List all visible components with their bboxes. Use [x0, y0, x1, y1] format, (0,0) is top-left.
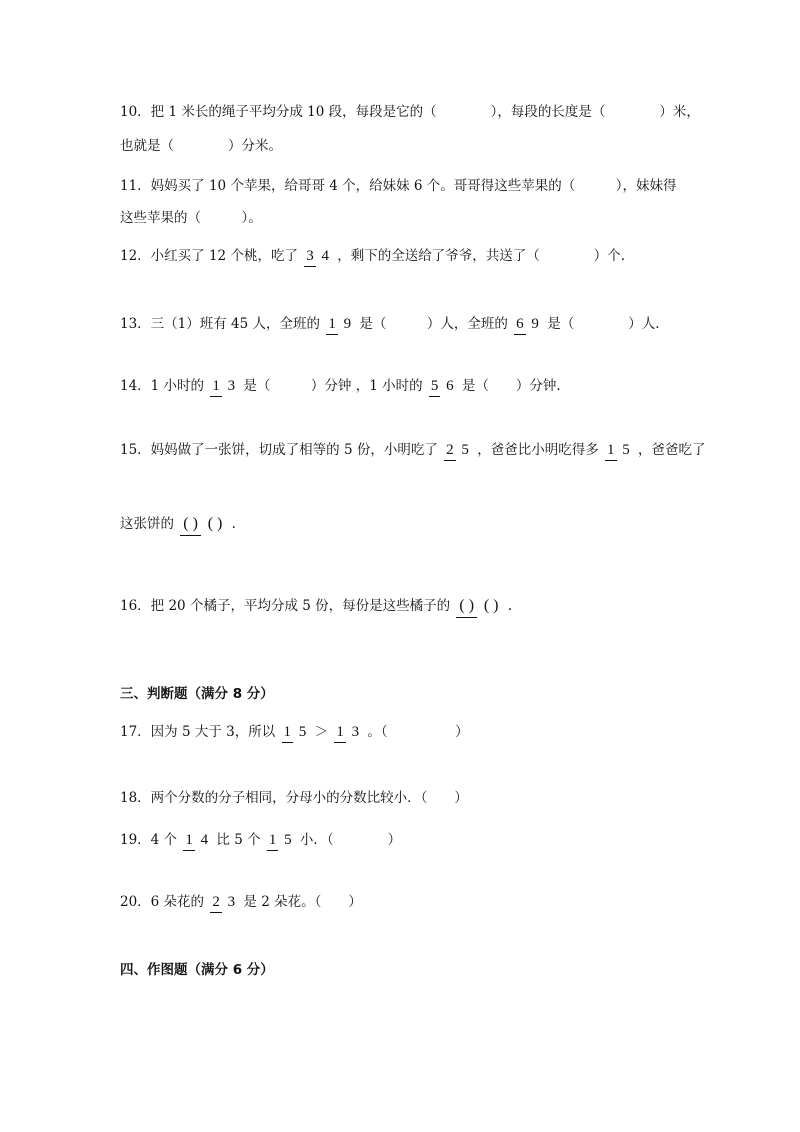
blank-denominator[interactable]: ( )	[207, 515, 223, 532]
question-10-line2	[120, 134, 282, 154]
question-14	[120, 374, 561, 397]
question-text: 这张饼的	[120, 516, 174, 532]
fraction	[304, 247, 331, 267]
denominator: 3	[227, 893, 236, 910]
blank-fraction[interactable]	[456, 595, 501, 618]
blank-denominator[interactable]: ( )	[483, 597, 499, 614]
denominator: 5	[284, 831, 292, 848]
numerator: 6	[514, 317, 526, 335]
numerator: 1	[334, 725, 346, 743]
question-text: 是（ ）分钟.	[461, 378, 561, 394]
question-text: 13．三（1）班有 45 人，全班的	[120, 316, 321, 332]
question-text: 14．1 小时的	[120, 378, 205, 394]
question-text: 。（ ）	[367, 724, 469, 740]
question-text: .	[231, 516, 236, 532]
blank-numerator[interactable]: ( )	[180, 516, 201, 536]
question-text: 这些苹果的（ ）。	[120, 210, 262, 226]
denominator: 9	[531, 315, 539, 332]
numerator: 2	[210, 895, 222, 913]
question-text: ，爸爸吃了	[638, 442, 706, 458]
question-20	[120, 890, 362, 913]
fraction	[429, 377, 456, 397]
numerator: 1	[183, 833, 195, 851]
fraction	[334, 723, 361, 743]
numerator: 1	[282, 725, 294, 743]
question-text: 是（ ）人，全班的	[359, 316, 508, 332]
numerator: 3	[304, 249, 316, 267]
question-11	[120, 174, 677, 194]
question-text: 16．把 20 个橘子，平均分成 5 份，每份是这些橘子的	[120, 598, 451, 614]
question-text: 10．把 1 米长的绳子平均分成 10 段，每段是它的（ ），每段的长度是（ ）米，	[120, 104, 700, 120]
denominator: 9	[343, 315, 352, 332]
question-13	[120, 312, 660, 335]
question-text: 比 5 个	[216, 832, 261, 848]
numerator: 1	[267, 833, 279, 851]
numerator: 1	[210, 379, 222, 397]
question-15	[120, 438, 706, 461]
fraction	[183, 831, 210, 851]
denominator: 6	[446, 377, 454, 394]
question-text: 11．妈妈买了 10 个苹果，给哥哥 4 个，给妹妹 6 个。哥哥得这些苹果的（ ），妹妹得	[120, 178, 677, 194]
question-12	[120, 244, 625, 267]
fraction	[444, 441, 471, 461]
question-text: 也就是（ ）分米。	[120, 138, 282, 154]
question-text: 是 2 朵花。（ ）	[243, 894, 362, 910]
question-text: 是（ ）分钟 ，1 小时的	[243, 378, 423, 394]
denominator: 5	[622, 441, 630, 458]
fraction	[282, 723, 309, 743]
section-heading-drawing: 四、作图题（满分 6 分）	[120, 962, 274, 978]
fraction	[326, 315, 353, 335]
fraction	[267, 831, 294, 851]
question-text: ，剩下的全送给了爷爷，共送了（ ）个.	[337, 248, 626, 264]
blank-numerator[interactable]: ( )	[456, 598, 477, 618]
fraction	[605, 441, 632, 461]
question-11-line2	[120, 206, 262, 226]
fraction	[514, 315, 541, 335]
section-heading-judgment: 三、判断题（满分 8 分）	[120, 686, 274, 702]
question-19	[120, 828, 401, 851]
question-text: 12．小红买了 12 个桃，吃了	[120, 248, 298, 264]
denominator: 5	[461, 441, 469, 458]
blank-fraction[interactable]	[180, 513, 225, 536]
question-text: 15．妈妈做了一张饼，切成了相等的 5 份，小明吃了	[120, 442, 438, 458]
question-text: 19．4 个	[120, 832, 178, 848]
denominator: 3	[351, 723, 360, 740]
question-text: 是（ ）人.	[547, 316, 660, 332]
question-text: 20．6 朵花的	[120, 894, 205, 910]
question-text: 17．因为 5 大于 3，所以	[120, 724, 276, 740]
denominator: 4	[321, 247, 329, 264]
greater-than-sign: ＞	[314, 724, 329, 740]
fraction	[210, 377, 237, 397]
denominator: 3	[227, 377, 236, 394]
denominator: 5	[298, 723, 307, 740]
numerator: 5	[429, 379, 441, 397]
question-18	[120, 786, 468, 806]
question-text: 18．两个分数的分子相同，分母小的分数比较小．（ ）	[120, 790, 468, 806]
question-text: .	[507, 598, 513, 614]
question-17	[120, 720, 469, 743]
question-text: ，爸爸比小明吃得多	[477, 442, 599, 458]
denominator: 4	[200, 831, 209, 848]
question-10	[120, 100, 700, 120]
fraction	[210, 893, 237, 913]
question-15-line2	[120, 512, 236, 536]
question-16	[120, 594, 512, 618]
numerator: 2	[444, 443, 456, 461]
question-text: 小．（ ）	[299, 832, 402, 848]
numerator: 1	[605, 443, 617, 461]
numerator: 1	[326, 317, 338, 335]
